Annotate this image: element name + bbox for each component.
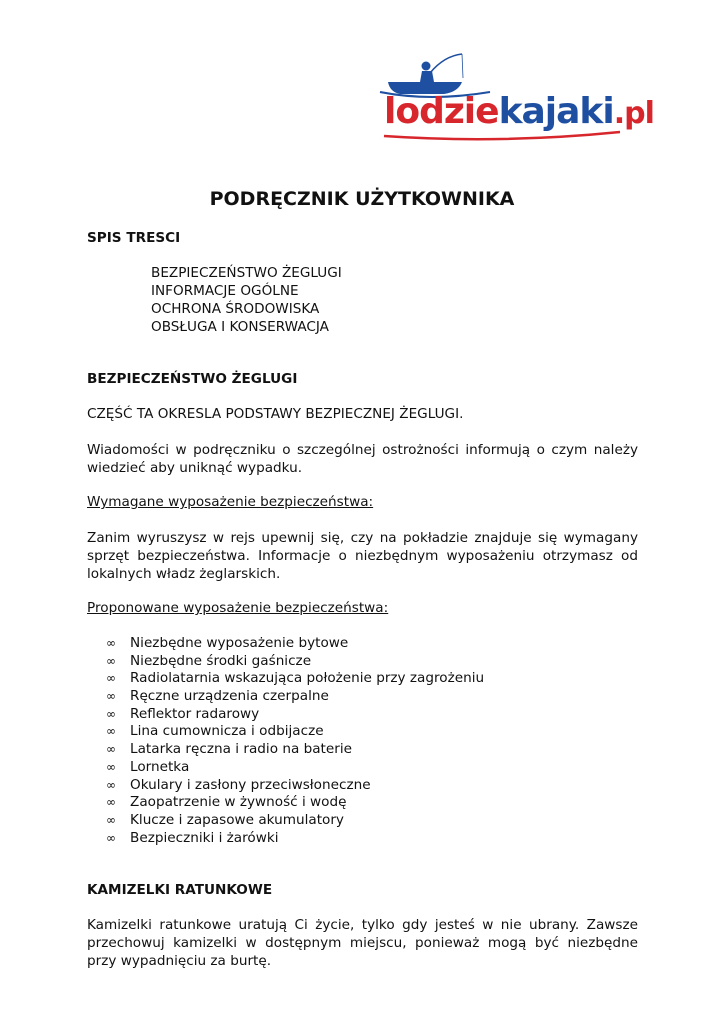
life-jackets-paragraph: Kamizelki ratunkowe uratują Ci życie, tylko gdy jesteś w nie ubrany. Zawsze przechowuj kamizelki w dostępnym miejscu, ponieważ mogą być niezbędne przy wypadnięciu za burtę. [87,917,638,969]
list-item [106,634,484,652]
list-item [106,722,484,740]
infinity-bullet-icon: ∞ [106,636,116,650]
list-item-label: Lina cumownicza i odbijacze [130,723,324,740]
logo-text-part3: .pl [613,96,654,131]
toc-item: OBSŁUGA I KONSERWACJA [151,319,329,335]
proposed-equipment-heading: Proponowane wyposażenie bezpieczeństwa: [87,600,389,616]
infinity-bullet-icon: ∞ [106,812,116,827]
safety-paragraph-1: Wiadomości w podręczniku o szczególnej ostrożności informują o czym należy wiedzieć aby uniknąć wypadku. [87,442,638,476]
equipment-list [106,634,484,846]
list-item-label: Lornetka [130,758,190,775]
list-item [106,811,484,829]
required-equipment-heading: Wymagane wyposażenie bezpieczeństwa: [87,494,374,510]
list-item-label: Niezbędne środki gaśnicze [130,652,312,669]
list-item [106,758,484,776]
infinity-bullet-icon: ∞ [106,795,116,810]
infinity-bullet-icon: ∞ [106,742,116,757]
list-item [106,776,484,794]
infinity-bullet-icon: ∞ [106,671,116,686]
list-item-label: Okulary i zasłony przeciwsłoneczne [130,776,371,793]
logo-text-part2: kajaki [498,91,614,132]
safety-intro: CZĘŚĆ TA OKRESLA PODSTAWY BEZPIECZNEJ ŻEGLUGI. [87,406,464,422]
list-item-label: Klucze i zapasowe akumulatory [130,811,344,828]
safety-paragraph-2: Zanim wyruszysz w rejs upewnij się, czy na pokładzie znajduje się wymagany sprzęt bezpieczeństwa. Informacje o niezbędnym wyposażeniu otrzymasz od lokalnych władz żeglarskich. [87,530,638,582]
list-item [106,669,484,687]
infinity-bullet-icon: ∞ [106,724,116,739]
table-of-contents [151,264,342,336]
logo-text-part1: lodzie [384,91,499,132]
list-item [106,829,484,847]
list-item [106,740,484,758]
list-item-label: Ręczne urządzenia czerpalne [130,688,329,705]
toc-item: INFORMACJE OGÓLNE [151,283,299,299]
list-item-label: Bezpieczniki i żarówki [130,829,279,846]
section-heading-safety: BEZPIECZEŃSTWO ŻEGLUGI [87,371,298,387]
logo-wordmark [384,92,654,134]
toc-item: OCHRONA ŚRODOWISKA [151,301,320,317]
list-item-label: Niezbędne wyposażenie bytowe [130,635,349,651]
list-item-label: Reflektor radarowy [130,705,260,722]
list-item-label: Radiolatarnia wskazująca położenie przy zagrożeniu [130,670,485,687]
section-heading-life-jackets: KAMIZELKI RATUNKOWE [87,882,273,898]
document-title: PODRĘCZNIK UŻYTKOWNIKA [209,188,515,210]
brand-logo [370,48,654,146]
list-item-label: Latarka ręczna i radio na baterie [130,741,352,758]
infinity-bullet-icon: ∞ [106,830,116,845]
list-item [106,705,484,723]
list-item-label: Zaopatrzenie w żywność i wodę [130,794,347,811]
infinity-bullet-icon: ∞ [106,653,116,668]
infinity-bullet-icon: ∞ [106,777,116,792]
infinity-bullet-icon: ∞ [106,759,116,774]
list-item [106,652,484,670]
infinity-bullet-icon: ∞ [106,706,116,721]
toc-item: BEZPIECZEŃSTWO ŻEGLUGI [151,265,342,281]
list-item [106,793,484,811]
list-item [106,687,484,705]
infinity-bullet-icon: ∞ [106,689,116,704]
toc-heading: SPIS TRESCI [87,230,181,246]
